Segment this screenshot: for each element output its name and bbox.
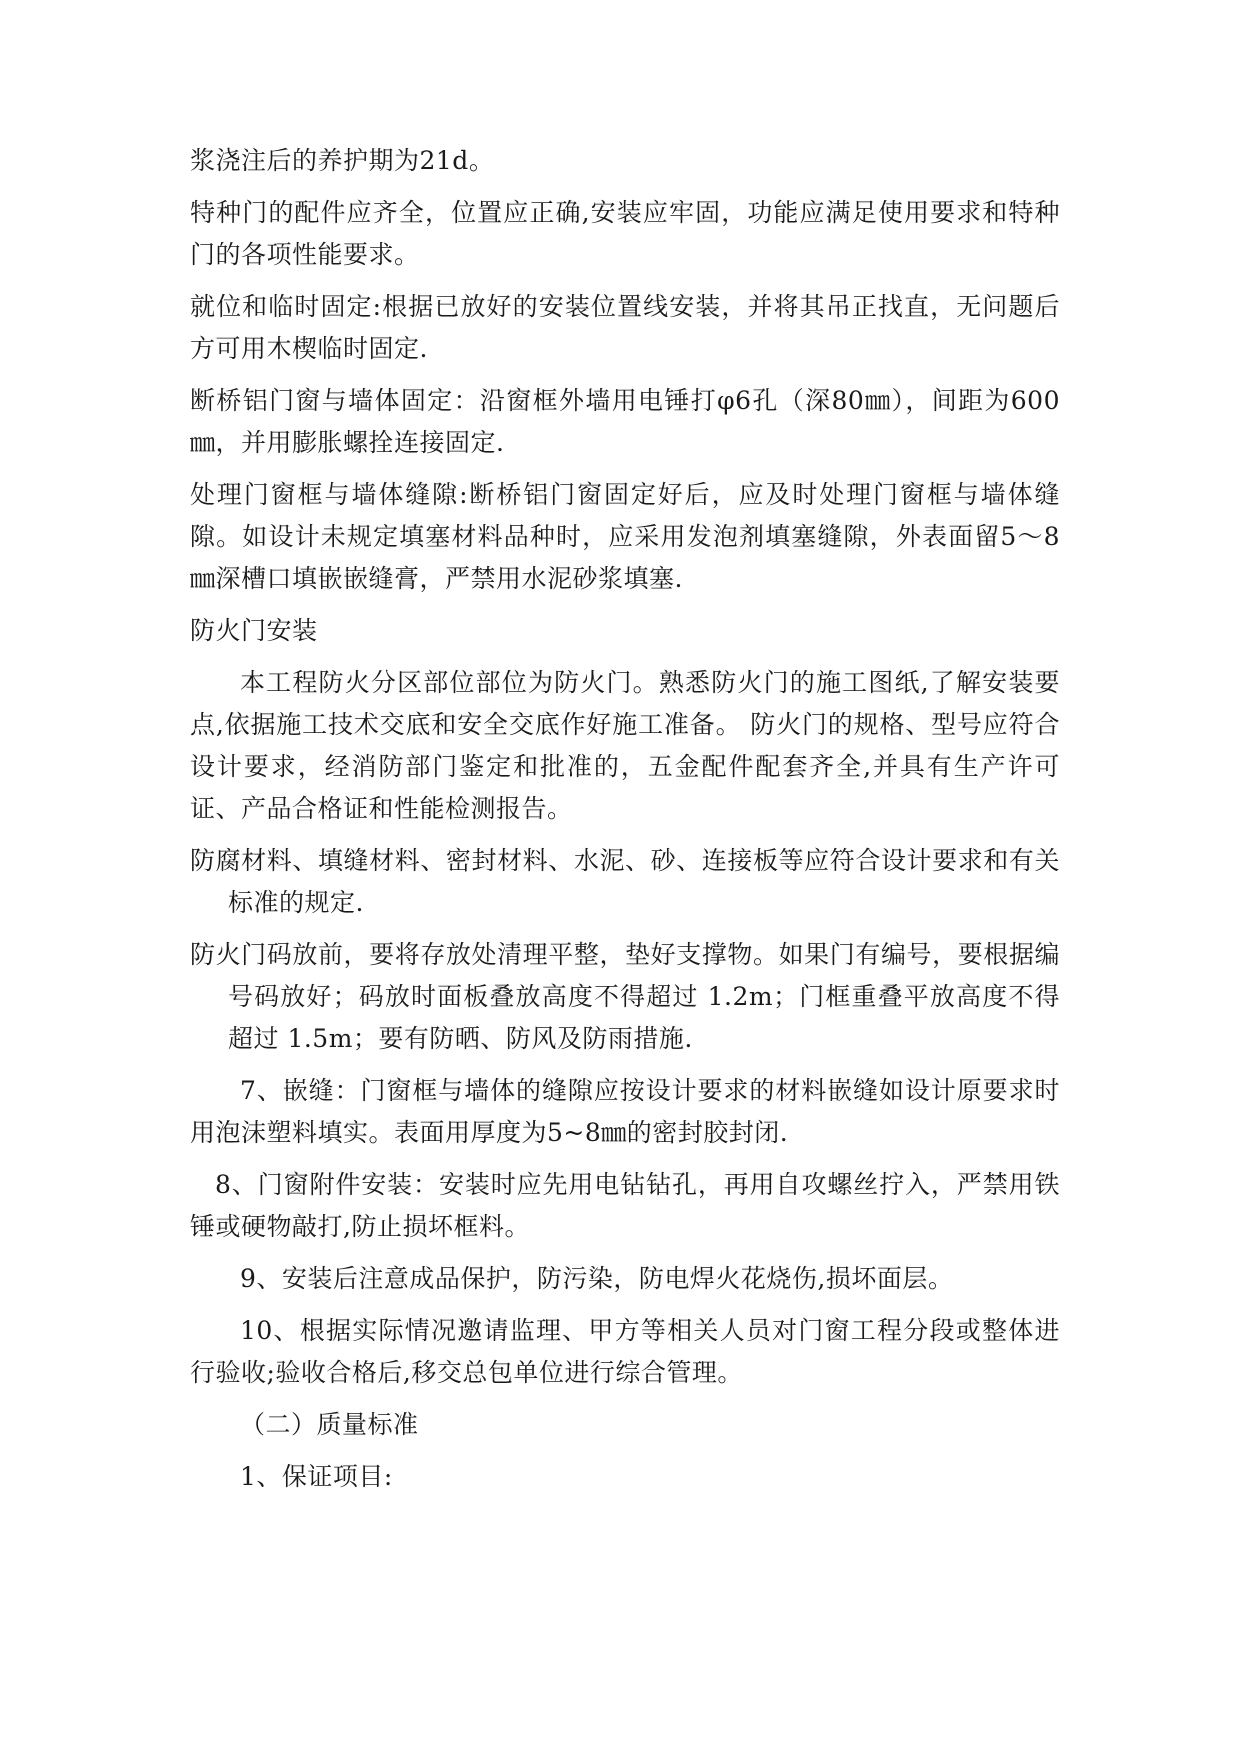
paragraph-item-8-hardware: 8、门窗附件安装：安装时应先用电钻钻孔，再用自攻螺丝拧入，严禁用铁锤或硬物敲打,防止损坏框料。 — [190, 1170, 1060, 1241]
paragraph-temporary-fixing: 就位和临时固定:根据已放好的安装位置线安装，并将其吊正找直，无问题后方可用木楔临时固定. — [190, 292, 1060, 363]
paragraph-materials-requirement: 防腐材料、填缝材料、密封材料、水泥、砂、连接板等应符合设计要求和有关标准的规定. — [190, 846, 1060, 917]
paragraph-window-wall-fixing: 断桥铝门窗与墙体固定：沿窗框外墙用电锤打φ6孔（深80㎜），间距为600㎜，并用膨胀螺拴连接固定. — [190, 386, 1060, 457]
heading-guarantee-items: 1、保证项目: — [240, 1462, 393, 1491]
paragraph-curing-period: 浆浇注后的养护期为21d。 — [190, 146, 495, 175]
paragraph-special-door-fittings: 特种门的配件应齐全，位置应正确,安装应牢固，功能应满足使用要求和特种门的各项性能要求。 — [190, 198, 1060, 269]
paragraph-item-7-sealing: 7、嵌缝：门窗框与墙体的缝隙应按设计要求的材料嵌缝如设计原要求时用泡沫塑料填实。表面用厚度为5~8㎜的密封胶封闭. — [190, 1076, 1060, 1147]
heading-quality-standards: （二）质量标准 — [240, 1410, 419, 1439]
paragraph-fire-door-stacking: 防火门码放前，要将存放处清理平整，垫好支撑物。如果门有编号，要根据编号码放好；码放时面板叠放高度不得超过 1.2m；门框重叠平放高度不得超过 1.5m；要有防晒、防风及防雨措施. — [190, 940, 1060, 1053]
paragraph-item-10-acceptance: 10、根据实际情况邀请监理、甲方等相关人员对门窗工程分段或整体进行验收;验收合格后,移交总包单位进行综合管理。 — [190, 1316, 1060, 1387]
paragraph-gap-treatment: 处理门窗框与墙体缝隙:断桥铝门窗固定好后，应及时处理门窗框与墙体缝隙。如设计未规定填塞材料品种时，应采用发泡剂填塞缝隙，外表面留5～8㎜深槽口填嵌嵌缝膏，严禁用水泥砂浆填塞. — [190, 480, 1060, 593]
paragraph-item-9-protection: 9、安装后注意成品保护，防污染，防电焊火花烧伤,损坏面层。 — [240, 1264, 954, 1293]
heading-fire-door-installation: 防火门安装 — [190, 616, 318, 645]
paragraph-fire-door-preparation: 本工程防火分区部位部位为防火门。熟悉防火门的施工图纸,了解安装要点,依据施工技术交底和安全交底作好施工准备。 防火门的规格、型号应符合设计要求，经消防部门鉴定和批准的，五金配件配套齐全,并具有生产许可证、产品合格证和性能检测报告。 — [190, 668, 1060, 823]
